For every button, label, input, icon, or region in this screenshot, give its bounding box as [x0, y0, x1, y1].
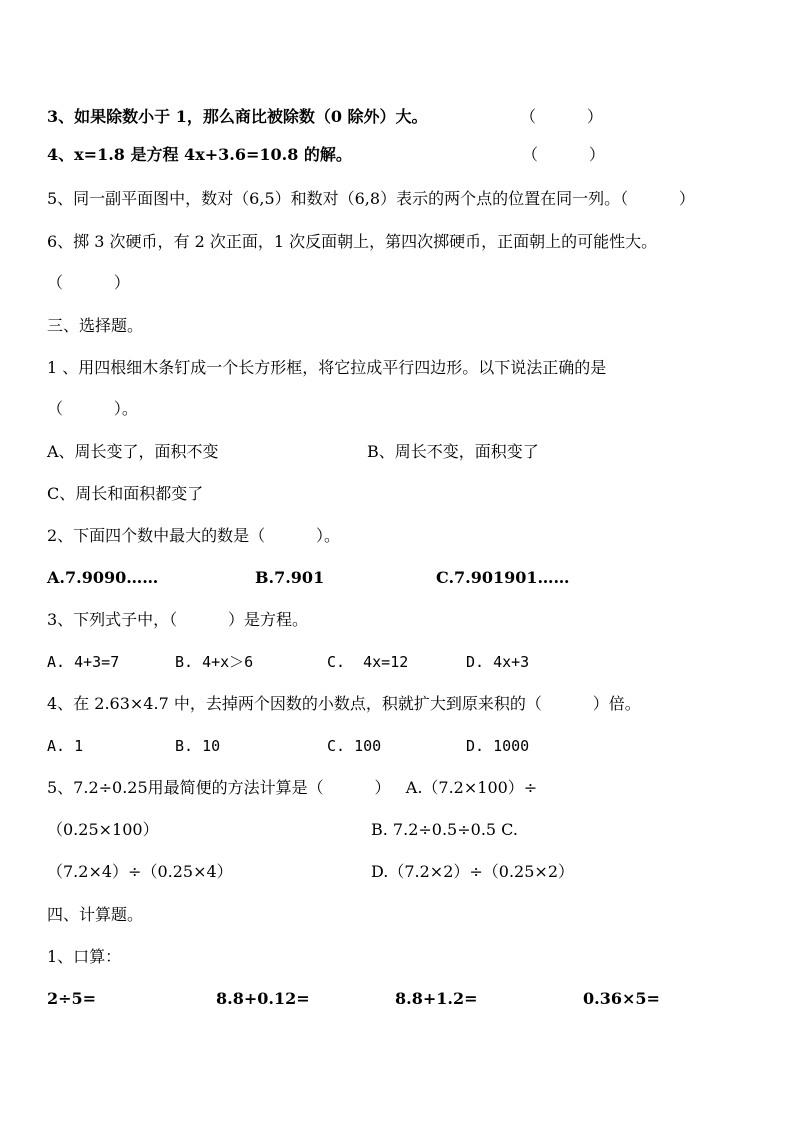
calc-expr-1: 2÷5=: [47, 989, 97, 1008]
calc-expr-4: 0.36×5=: [583, 989, 660, 1008]
choice-q2: 2、下面四个数中最大的数是（ ）。: [47, 526, 341, 545]
choice-q1-option-c: C、周长和面积都变了: [47, 484, 204, 503]
judgement-q3: 3、如果除数小于 1，那么商比被除数（0 除外）大。: [47, 107, 428, 126]
choice-q2-option-b: B.7.901: [255, 568, 325, 587]
choice-q3-option-c: C. 4x=12: [327, 653, 409, 671]
choice-q1: 1 、用四根细木条钉成一个长方形框，将它拉成平行四边形。以下说法正确的是: [47, 358, 607, 377]
section-title-calc: 四、计算题。: [47, 905, 144, 924]
choice-q4-option-c: C. 100: [327, 737, 382, 755]
choice-q5: 5、7.2÷0.25用最简便的方法计算是（ ） A.（7.2×100）÷: [47, 778, 538, 797]
choice-q1-blank: （ ）。: [47, 399, 138, 418]
choice-q3-option-a: A. 4+3=7: [47, 653, 120, 671]
choice-q4-option-a: A. 1: [47, 737, 84, 755]
judgement-q6-blank: （ ）: [47, 273, 130, 292]
judgement-q4-blank: （ ）: [522, 145, 605, 164]
calc-sub1: 1、口算：: [47, 947, 122, 966]
choice-q3-option-d: D. 4x+3: [466, 653, 530, 671]
judgement-q3-blank: （ ）: [520, 107, 603, 126]
choice-q5-option-d: D.（7.2×2）÷（0.25×2）: [371, 862, 574, 881]
choice-q3-option-b: B. 4+x＞6: [175, 653, 254, 671]
judgement-q6: 6、掷 3 次硬币，有 2 次正面，1 次反面朝上，第四次掷硬币，正面朝上的可能性大。: [47, 232, 658, 251]
calc-expr-2: 8.8+0.12=: [216, 989, 310, 1008]
choice-q5-option-c-cont: （7.2×4）÷（0.25×4）: [47, 862, 233, 881]
choice-q2-option-c: C.7.901901……: [436, 568, 570, 587]
choice-q1-option-b: B、周长不变，面积变了: [367, 442, 539, 461]
choice-q4-option-b: B. 10: [175, 737, 221, 755]
choice-q5-option-a-cont: （0.25×100）: [47, 820, 159, 839]
choice-q4-option-d: D. 1000: [466, 737, 530, 755]
choice-q5-option-b: B. 7.2÷0.5÷0.5 C.: [371, 820, 518, 839]
choice-q4: 4、在 2.63×4.7 中，去掉两个因数的小数点，积就扩大到原来积的（ ）倍。: [47, 694, 641, 713]
section-title-choice: 三、选择题。: [47, 316, 144, 335]
judgement-q5: 5、同一副平面图中，数对（6,5）和数对（6,8）表示的两个点的位置在同一列。（ ）: [47, 189, 695, 208]
choice-q1-option-a: A、周长变了，面积不变: [47, 442, 219, 461]
judgement-q4: 4、x=1.8 是方程 4x+3.6=10.8 的解。: [47, 145, 352, 164]
choice-q3: 3、下列式子中，（ ）是方程。: [47, 610, 309, 629]
choice-q2-option-a: A.7.9090……: [47, 568, 159, 587]
calc-expr-3: 8.8+1.2=: [395, 989, 478, 1008]
